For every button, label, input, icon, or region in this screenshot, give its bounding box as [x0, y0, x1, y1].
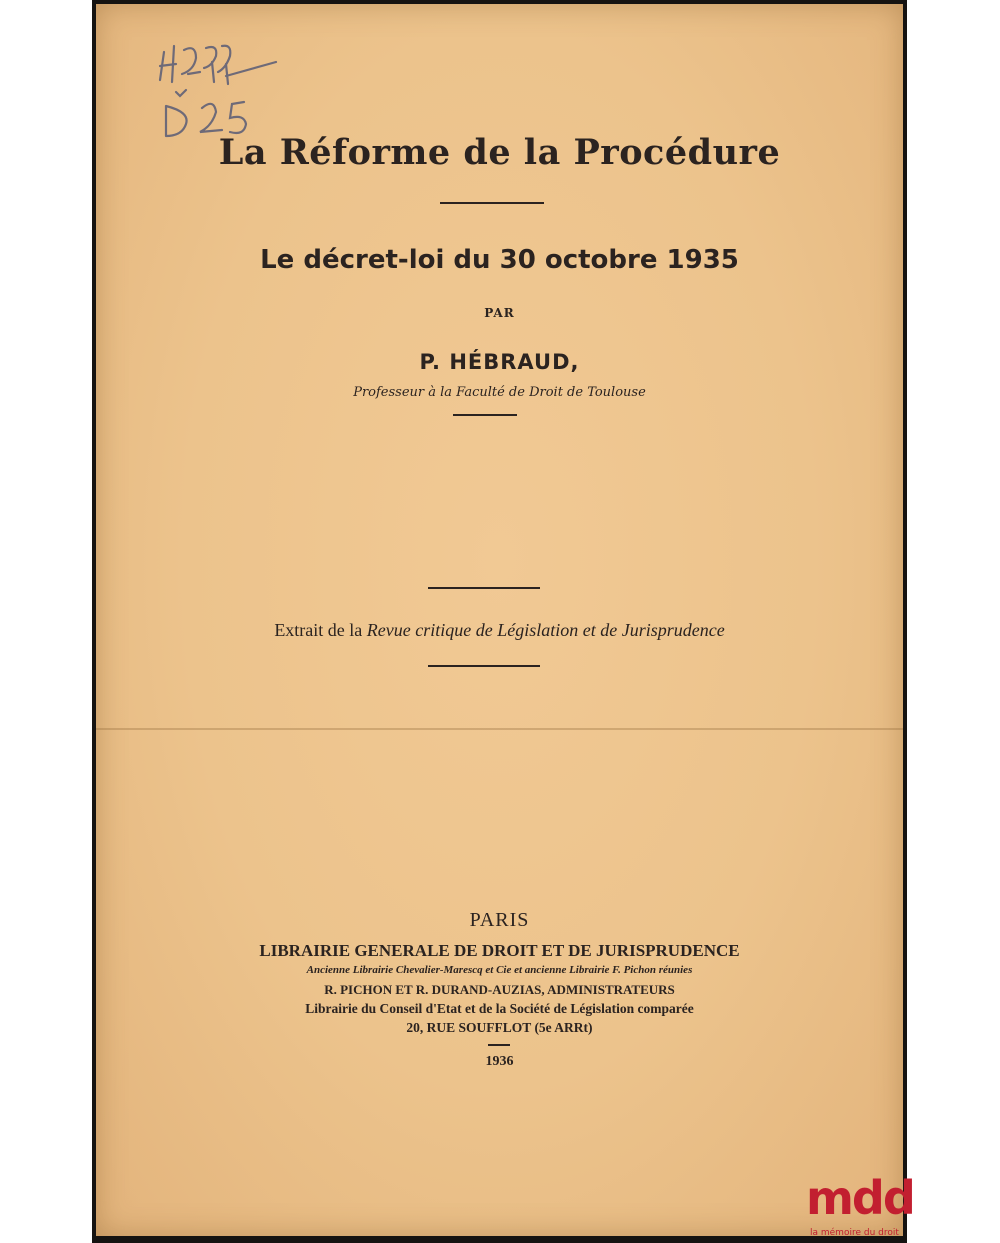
extract-divider-top [428, 587, 540, 589]
year-divider [488, 1044, 510, 1046]
extract-line [96, 620, 903, 641]
by-label: PAR [484, 306, 515, 320]
extract-divider-bottom [428, 665, 540, 667]
imprint-publisher: LIBRAIRIE GENERALE DE DROIT ET DE JURISPRUDENCE [259, 941, 740, 960]
logo-tagline: la mémoire du droit [810, 1228, 899, 1238]
imprint-conseil: Librairie du Conseil d'Etat et de la Société de Législation comparée [305, 1001, 694, 1016]
journal-name: Revue critique de Législation et de Jurisprudence [366, 620, 725, 640]
imprint-address: 20, RUE SOUFFLOT (5e ARRt) [406, 1020, 593, 1035]
author-affiliation: Professeur à la Faculté de Droit de Toulouse [353, 385, 646, 400]
imprint-year: 1936 [485, 1054, 514, 1069]
book-subtitle: Le décret-loi du 30 octobre 1935 [260, 245, 739, 275]
fold-line [96, 728, 903, 730]
logo-mark: mdd [806, 1171, 914, 1225]
author-name: P. HÉBRAUD, [419, 350, 580, 374]
extract-prefix: Extrait de la [274, 620, 367, 640]
title-divider [440, 202, 544, 204]
book-title: La Réforme de la Procédure [218, 132, 781, 173]
handwritten-shelfmark [156, 32, 286, 142]
mdd-logo [806, 1171, 914, 1242]
author-divider [453, 414, 517, 416]
imprint-formerly: Ancienne Librairie Chevalier-Marescq et Cie et ancienne Librairie F. Pichon réunies [306, 964, 693, 976]
book-cover [96, 4, 903, 1236]
imprint-administrators: R. PICHON ET R. DURAND-AUZIAS, ADMINISTRATEURS [324, 982, 675, 997]
imprint-city: PARIS [469, 909, 530, 931]
